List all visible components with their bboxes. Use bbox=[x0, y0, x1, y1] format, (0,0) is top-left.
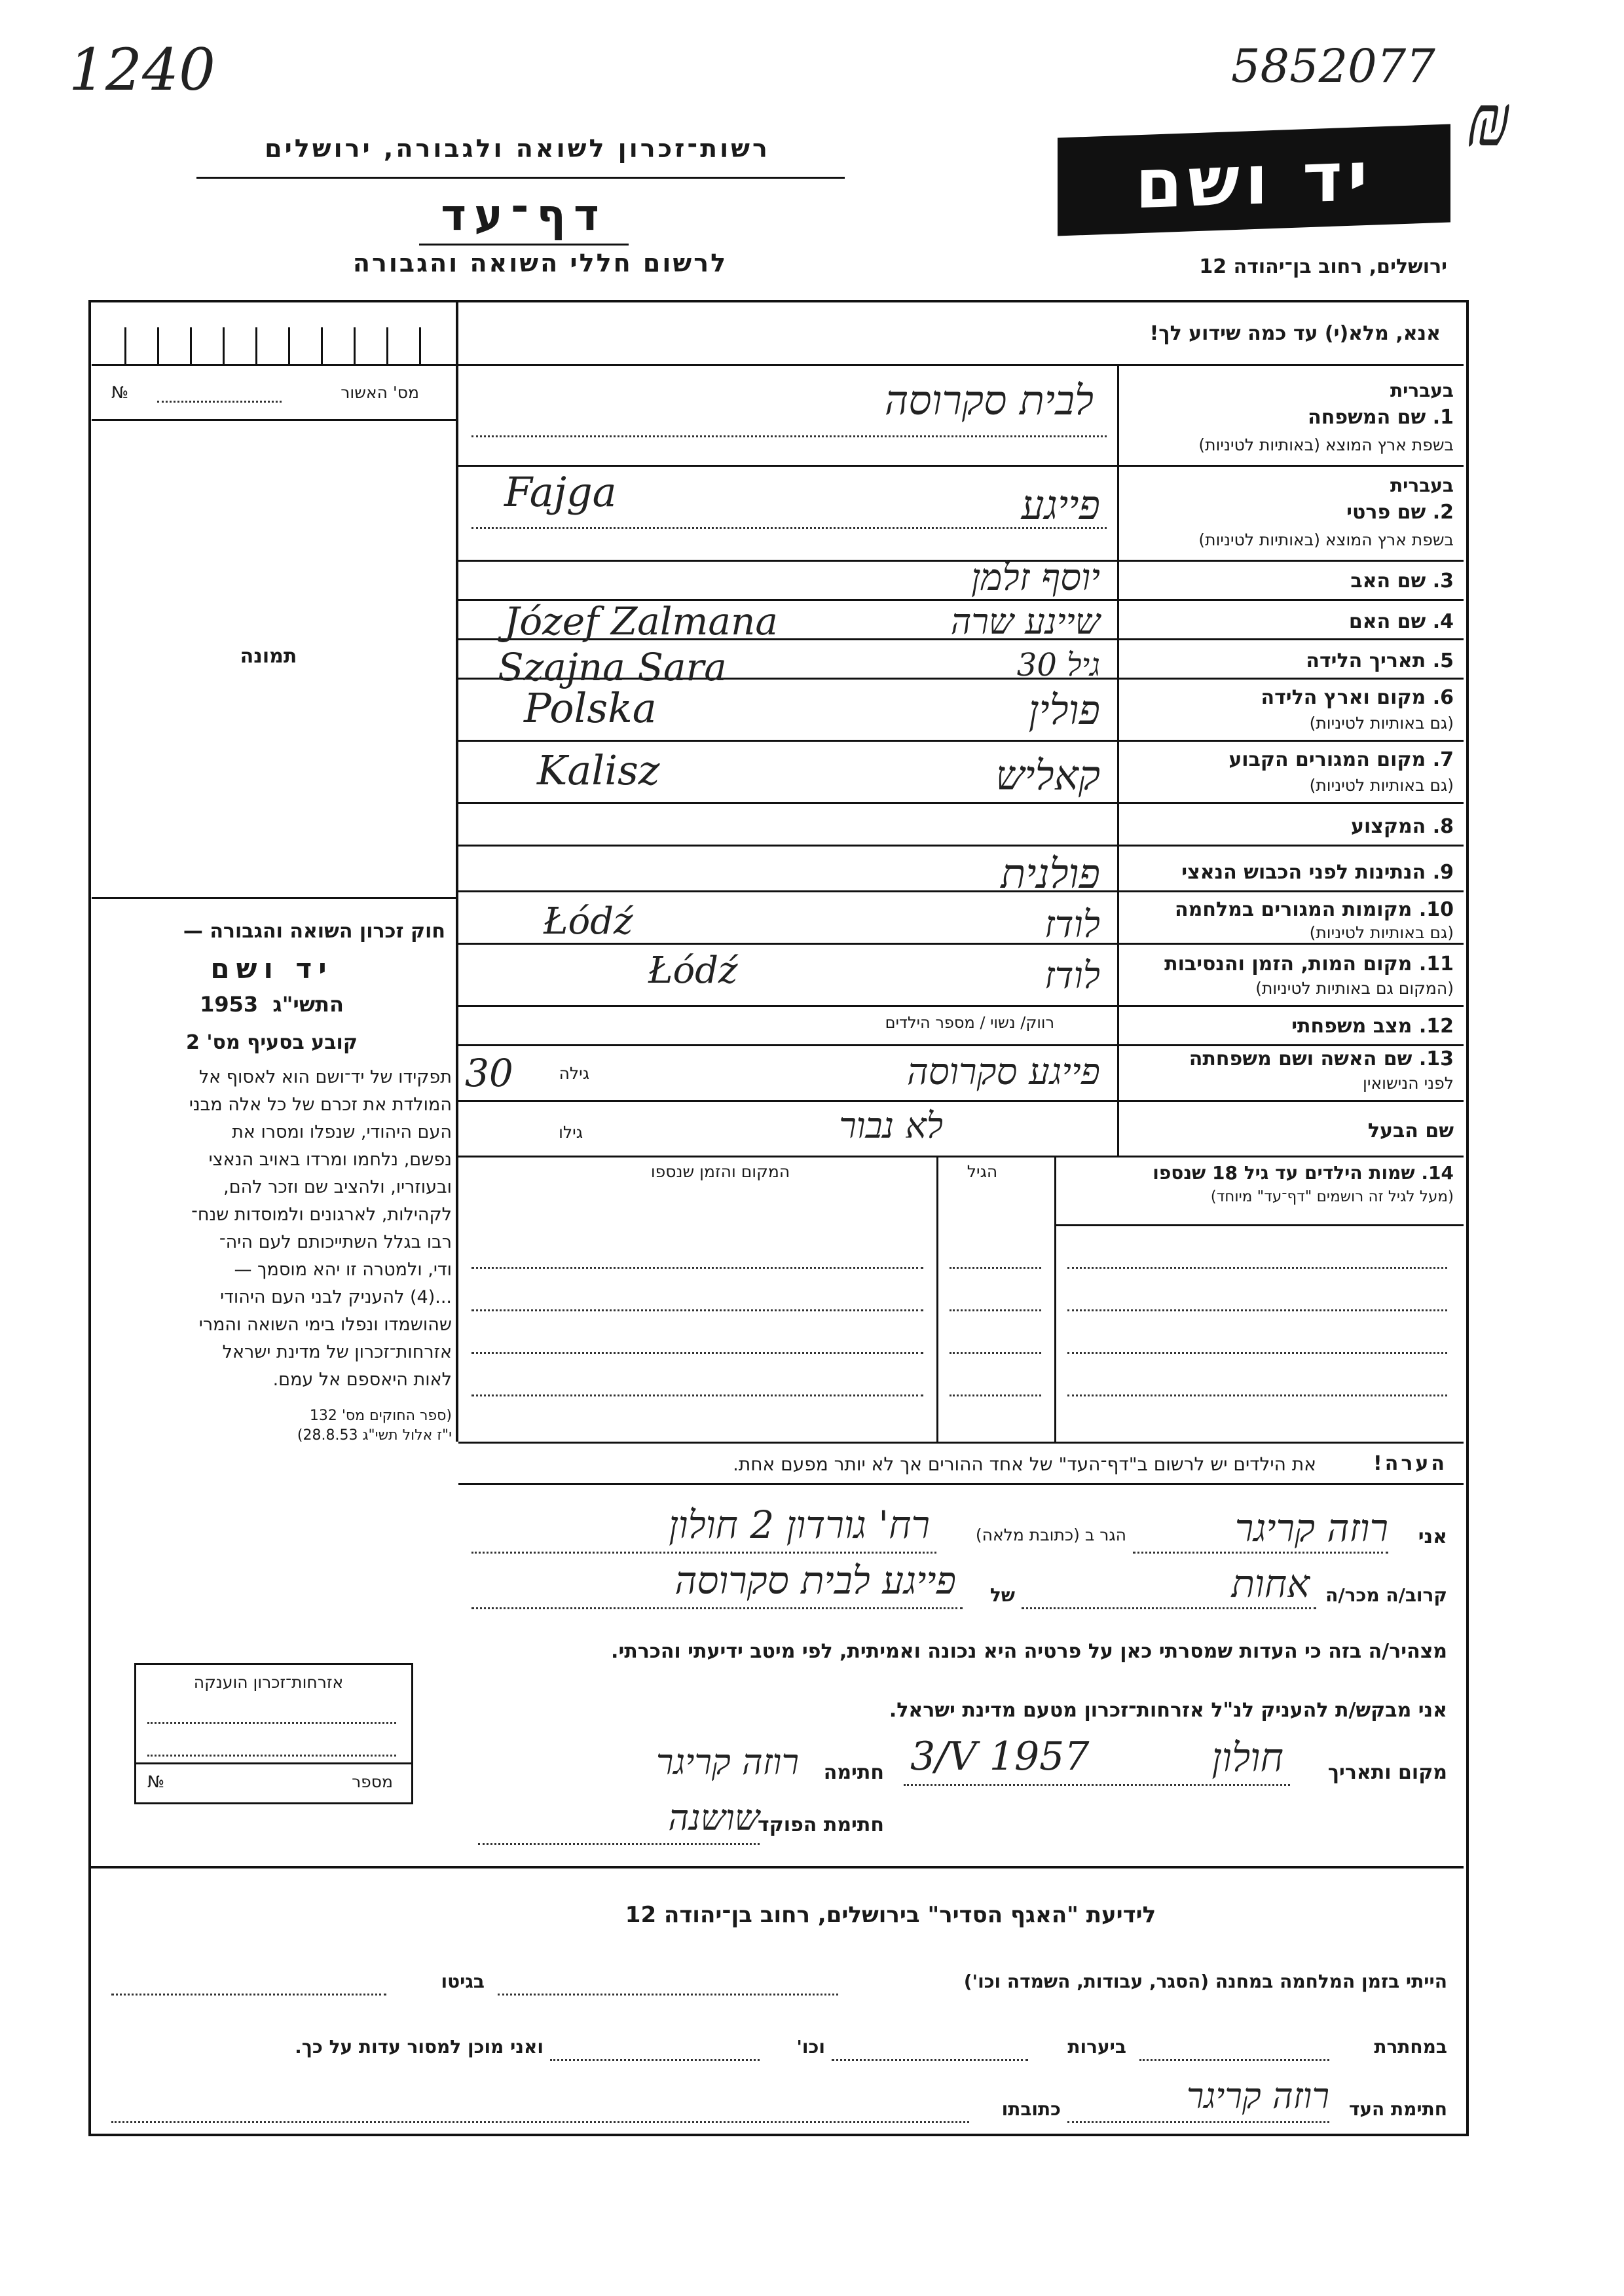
birth-place-latin: Polska bbox=[524, 684, 657, 732]
father-name-latin: Józef Zalmana bbox=[504, 599, 778, 644]
law-body-line: לאות היאספם אל עמם. bbox=[272, 1370, 452, 1390]
approval-number-suffix: № bbox=[111, 383, 129, 402]
occupation-label: 8. המקצוע bbox=[1350, 815, 1454, 838]
law-logo: יד ושם bbox=[210, 953, 333, 985]
authority-underline bbox=[196, 177, 845, 179]
law-body-line: העם היהודי, שנפלו ומסרו את bbox=[232, 1122, 452, 1142]
etc-label: וכו' bbox=[796, 2036, 825, 2058]
witness-signature-label: חתימת העד bbox=[1348, 2098, 1447, 2120]
death-place-label: 11. מקום המות, הזמן והנסיבות bbox=[1164, 953, 1454, 975]
citizenship-number-label: מספר bbox=[352, 1772, 393, 1791]
law-body-line: המולדת את זכרם של כל אלה מבני bbox=[189, 1095, 452, 1115]
place-value: חולון bbox=[1211, 1735, 1283, 1781]
residence-label: 7. מקום המגורים הקבוע bbox=[1228, 748, 1454, 771]
children-note: (מעל לגיל זה רושמים "דף־עד" מיוחד) bbox=[1210, 1188, 1454, 1205]
father-name-value: יוסף זלמן bbox=[971, 556, 1100, 599]
form-title: דף־עד bbox=[441, 190, 607, 240]
age-value: 30 bbox=[465, 1051, 513, 1095]
father-name-label: 3. שם האב bbox=[1350, 570, 1454, 592]
children-age-header: הגיל bbox=[967, 1162, 998, 1181]
law-body-line: נפשם, נלחמו ומרדו באויב הנאצי bbox=[208, 1150, 452, 1170]
law-clause: קובע בסעיף מס' 2 bbox=[186, 1031, 358, 1054]
birth-place-value: פולין bbox=[1028, 686, 1100, 734]
marital-status-label: 12. מצב משפחתי bbox=[1291, 1015, 1454, 1038]
children-title: 14. שמות הילדים עד גיל 18 שנספו bbox=[1153, 1162, 1454, 1184]
handwritten-file-code: 1240 bbox=[69, 36, 215, 103]
remark-label: הערה! bbox=[1373, 1452, 1447, 1475]
children-place-header: המקום והזמן שנספו bbox=[650, 1162, 790, 1181]
law-title: חוק זכרון השואה והגבורה — bbox=[183, 920, 445, 943]
residing-label: הגר ב (כתובת מלאה) bbox=[975, 1525, 1126, 1544]
first-name-sublabel: בשפת ארץ המוצא (באותיות לטיניות) bbox=[1198, 530, 1454, 549]
death-place-value: לודז bbox=[1044, 955, 1100, 997]
yad-vashem-logo: יד ושם bbox=[1058, 124, 1450, 236]
clerk-signature: שושנה bbox=[668, 1797, 760, 1838]
wartime-residence-latin: Łódź bbox=[544, 900, 633, 943]
law-reference: (ספר החוקים מס' 132 bbox=[309, 1408, 452, 1424]
law-body-line: אזרחות־זכרון של מדינת ישראל bbox=[222, 1342, 452, 1362]
first-name-value: פייגע bbox=[1021, 481, 1100, 529]
death-place-sublabel: (המקום גם באותיות לטיניות) bbox=[1255, 979, 1454, 998]
husband-name-label: שם הבעל bbox=[1367, 1120, 1454, 1142]
handwritten-corner-mark: ₪ bbox=[1467, 79, 1511, 162]
relation-value: אחות bbox=[1231, 1561, 1310, 1606]
ghetto-label: בגיטו bbox=[441, 1971, 485, 1992]
birth-place-label: 6. מקום וארץ הלידה bbox=[1261, 686, 1454, 709]
nationality-value: פולנית bbox=[1001, 850, 1100, 898]
row-lang-label: בעברית bbox=[1390, 475, 1454, 496]
wife-name-value: פייגע סקרוסה bbox=[906, 1051, 1100, 1093]
declarant-address: רח' גורדון 2 חולון bbox=[669, 1503, 930, 1547]
mother-name-latin: Szajna Sara bbox=[498, 645, 727, 689]
residence-value: קאליש bbox=[995, 752, 1100, 799]
law-body-line: ...(4) להעניק לבני העם היהודי bbox=[220, 1287, 452, 1307]
address-label: כתובתו bbox=[1001, 2098, 1061, 2120]
authority-name: רשות־זכרון לשואה ולגבורה, ירושלים bbox=[265, 134, 770, 163]
birth-date-value: גיל 30 bbox=[1016, 647, 1100, 683]
surname-value: לבית סקרוסה bbox=[884, 376, 1094, 424]
age-label: גילה bbox=[559, 1064, 589, 1083]
witness-signature: רוזה קריגר bbox=[1186, 2075, 1329, 2117]
forests-label: ביערות bbox=[1067, 2036, 1126, 2058]
header-address: ירושלים, רחוב בן־יהודה 12 bbox=[1199, 255, 1447, 278]
marital-status-options: רווק/ נשוי / מספר הילדים bbox=[885, 1013, 1054, 1032]
declaration-bottom-rule bbox=[91, 1866, 1464, 1868]
citizenship-request: אני מבקש/ת להעניק לנ"ל אזרחות־זכרון מטעם מדינת ישראל. bbox=[889, 1699, 1447, 1722]
law-body-line: לקהילות, לארגונים ולמוסדות שנח־ bbox=[191, 1205, 452, 1225]
surname-label: 1. שם המשפחה bbox=[1308, 406, 1454, 429]
wife-name-sublabel: לפני הנישואין bbox=[1363, 1074, 1454, 1093]
wife-name-label: 13. שם האשה ושם משפחתה bbox=[1189, 1048, 1454, 1070]
signature-label: חתימה bbox=[823, 1761, 884, 1784]
law-body-line: ובעוזריו, ולהציב שם וזכר להם, bbox=[223, 1177, 452, 1197]
husband-name-value: לא נבור bbox=[839, 1105, 943, 1146]
deceased-name: פייגע לבית סקרוסה bbox=[674, 1558, 956, 1603]
citizenship-number-suffix: № bbox=[147, 1772, 165, 1791]
wartime-residence-label: 10. מקומות המגורים במלחמה bbox=[1175, 898, 1454, 921]
row-lang-label: בעברית bbox=[1390, 380, 1454, 401]
clerk-signature-label: חתימת הפוקד bbox=[758, 1813, 884, 1836]
instruction-text: אנא, מלא(י) עד כמה שידוע לך! bbox=[1149, 322, 1441, 345]
law-body-line: שהושמדו ונפלו בימי השואה והמרי bbox=[198, 1315, 452, 1335]
mother-name-value: שיינע שרה bbox=[950, 601, 1100, 642]
mother-name-label: 4. שם האם bbox=[1348, 610, 1454, 633]
birth-place-sublabel: (גם באותיות לטיניות) bbox=[1309, 714, 1454, 733]
law-reference: י"ז אלול תשי"ג 28.8.53) bbox=[297, 1427, 452, 1444]
photo-label: תמונה bbox=[240, 645, 297, 668]
label-column-divider bbox=[1117, 364, 1119, 1156]
nationality-label: 9. הנתינות לפני הכבוש הנאצי bbox=[1181, 861, 1454, 884]
place-date-label: מקום ותאריך bbox=[1327, 1761, 1447, 1784]
camp-question: הייתי בזמן המלחמה במחנה (הסגר, עבודות, השמדה וכו') bbox=[963, 1971, 1447, 1992]
left-column-divider bbox=[456, 302, 458, 1442]
underground-label: במחתרת bbox=[1374, 2036, 1447, 2058]
surname-sublabel: בשפת ארץ המוצא (באותיות לטיניות) bbox=[1198, 435, 1454, 454]
form-subtitle: לרשום חללי השואה והגבורה bbox=[352, 249, 728, 278]
wartime-residence-sublabel: (גם באותיות לטיניות) bbox=[1309, 923, 1454, 942]
public-section-title: לידיעת "האגף הסדיר" בירושלים, רחוב בן־יהודה 12 bbox=[625, 1902, 1156, 1928]
law-body-line: רבו בגלל השתייכותם לעם היה־ bbox=[219, 1232, 452, 1252]
citizenship-box-title: אזרחות־זכרון הוענקה bbox=[193, 1673, 344, 1692]
testimony-offer: ואני מוכן למסור עדות על כך. bbox=[295, 2036, 544, 2058]
handwritten-record-number: 5852077 bbox=[1231, 39, 1435, 93]
relation-label: קרוב/ה מכר/ה bbox=[1325, 1584, 1447, 1606]
death-place-latin: Łódź bbox=[648, 949, 738, 992]
approval-number-label: מס' האשור bbox=[341, 383, 419, 402]
birth-date-label: 5. תאריך הלידה bbox=[1306, 649, 1454, 672]
law-body-line: תפקידו של יד־ושם הוא לאסוף אל bbox=[198, 1067, 452, 1087]
declaration-statement: מצהיר/ה בזה כי העדות שמסרתי כאן על פרטיה היא נכונה ואמיתית, לפי מיטב ידיעתי והכרתי. bbox=[611, 1640, 1447, 1663]
remark-text: את הילדים יש לרשום ב"דף־העד" של אחד ההורים אך לא יותר מפעם אחת. bbox=[732, 1453, 1316, 1475]
residence-latin: Kalisz bbox=[537, 746, 660, 794]
husband-age-label: גילו bbox=[559, 1123, 583, 1142]
title-underline bbox=[419, 244, 629, 246]
law-body-line: ודי, ולמטרה זו יהא מוסמך — bbox=[234, 1260, 452, 1280]
law-year-hebrew: התשי"ג 1953 bbox=[200, 992, 344, 1017]
wartime-residence-value: לודז bbox=[1044, 903, 1100, 946]
residence-sublabel: (גם באותיות לטיניות) bbox=[1309, 776, 1454, 795]
date-value: 3/V 1957 bbox=[910, 1734, 1090, 1779]
first-name-latin: Fajga bbox=[504, 468, 617, 516]
declarant-label: אני bbox=[1418, 1525, 1447, 1548]
of-label: של bbox=[989, 1584, 1015, 1606]
first-name-label: 2. שם פרטי bbox=[1346, 501, 1454, 524]
declarant-name: רוזה קריגר bbox=[1234, 1506, 1388, 1550]
declarant-signature: רוזה קריגר bbox=[655, 1741, 799, 1783]
